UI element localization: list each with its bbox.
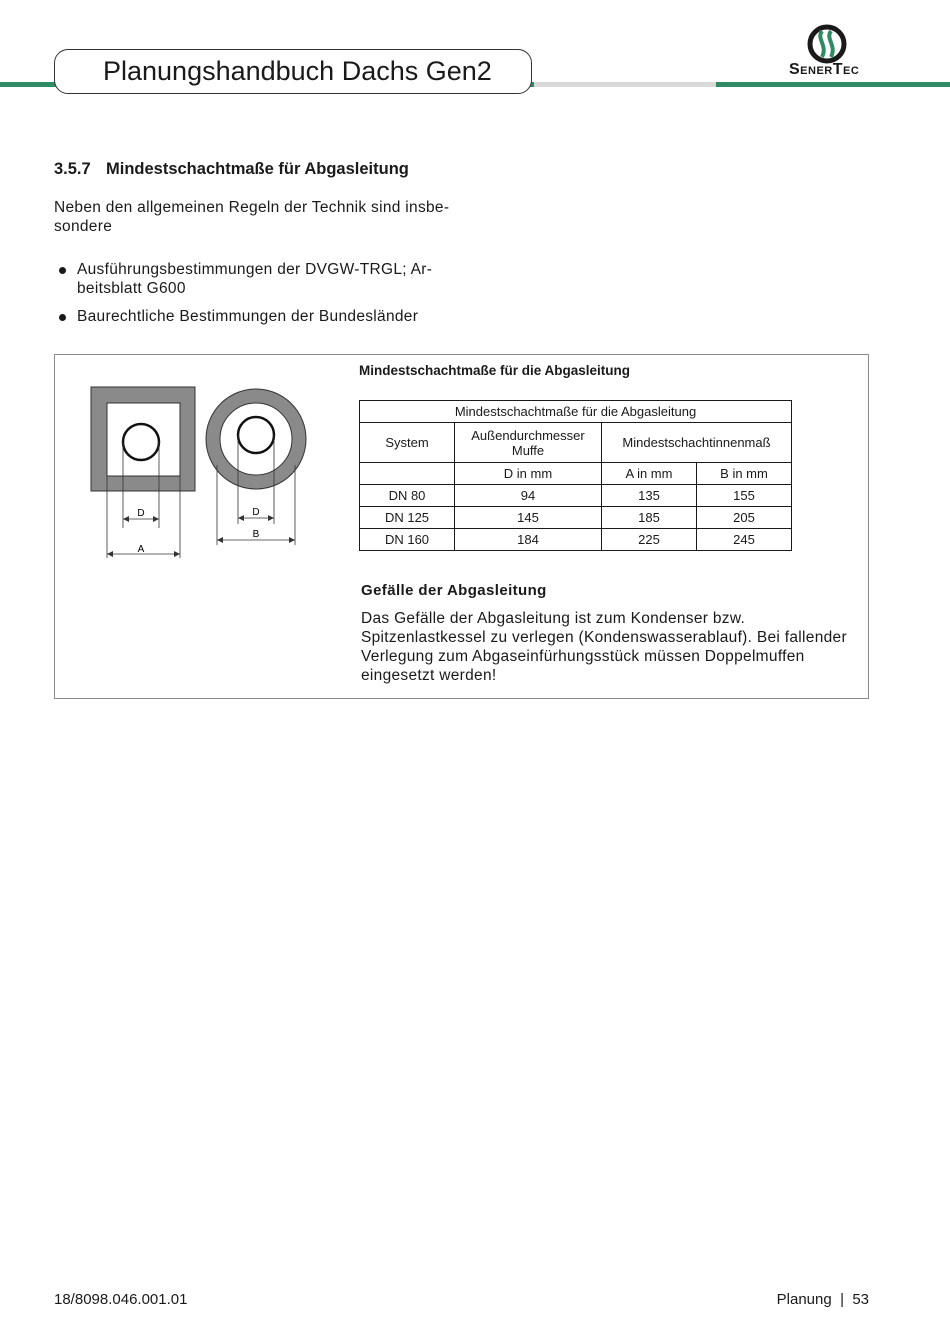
table-cell-d: 94 [455, 485, 602, 507]
slope-text-line: Das Gefälle der Abgasleitung ist zum Kondenser bzw. [361, 610, 746, 627]
footer-separator: | [840, 1291, 844, 1308]
label-d-square: D [137, 508, 145, 519]
label-d-circle: D [252, 507, 260, 518]
table-unit-a: A in mm [602, 463, 697, 485]
page-title: Planungshandbuch Dachs Gen2 [103, 56, 492, 86]
bullet-dot-icon [59, 314, 66, 321]
slope-text-line: eingesetzt werden! [361, 667, 497, 684]
footer-chapter: Planung [776, 1291, 832, 1308]
bullet-item-line: Baurechtliche Bestimmungen der Bundesländer [77, 308, 419, 325]
section-title: Mindestschachtmaße für Abgasleitung [106, 160, 409, 178]
section-number: 3.5.7 [54, 160, 91, 178]
table-unit-d: D in mm [455, 463, 602, 485]
slope-text-line: Spitzenlastkessel zu verlegen (Kondenswasserablauf). Bei fallender [361, 629, 847, 646]
senertec-logo-text: SenerTec [789, 61, 860, 78]
round-shaft-drawing [206, 389, 306, 545]
slope-text-line: Verlegung zum Abgaseinfürhungsstück müssen Doppelmuffen [361, 648, 805, 665]
table-cell-a: 225 [602, 529, 697, 551]
intro-text-line: Neben den allgemeinen Regeln der Technik sind insbe- [54, 199, 450, 216]
bullet-item-line: beitsblatt G600 [77, 280, 186, 297]
page-number: 53 [852, 1291, 869, 1308]
table-cell-b: 155 [697, 485, 792, 507]
bullet-item-line: Ausführungsbestimmungen der DVGW-TRGL; Ar- [77, 261, 433, 278]
table-row [360, 507, 792, 529]
table-cell-d: 145 [455, 507, 602, 529]
table-cell-empty [360, 463, 455, 485]
table-title-cell: Mindestschachtmaße für die Abgasleitung [360, 401, 792, 423]
shaft-dimension-diagram [80, 380, 320, 565]
table-cell-system: DN 160 [360, 529, 455, 551]
table-cell-b: 245 [697, 529, 792, 551]
table-unit-b: B in mm [697, 463, 792, 485]
table-cell-system: DN 125 [360, 507, 455, 529]
intro-text-line: sondere [54, 218, 113, 235]
header-title-box [54, 49, 532, 94]
square-shaft-drawing [91, 387, 195, 558]
label-b-circle: B [252, 529, 260, 540]
table-header-system: System [360, 423, 455, 463]
bullet-dot-icon [59, 267, 66, 274]
table-cell-a: 135 [602, 485, 697, 507]
table-cell-a: 185 [602, 507, 697, 529]
senertec-logo-icon [806, 23, 848, 65]
footer-page-info [777, 1291, 869, 1308]
table-cell-system: DN 80 [360, 485, 455, 507]
section-heading [54, 160, 409, 179]
dimension-table [359, 400, 792, 551]
table-row [360, 485, 792, 507]
table-cell-d: 184 [455, 529, 602, 551]
table-header-min-inner: Mindestschachtinnenmaß [602, 423, 792, 463]
label-a-square: A [137, 544, 145, 555]
table-cell-b: 205 [697, 507, 792, 529]
figure-caption: Mindestschachtmaße für die Abgasleitung [359, 363, 631, 378]
table-header-outer-diameter: Außendurchmesser Muffe [455, 423, 602, 463]
table-row [360, 529, 792, 551]
header-gray-rule [534, 82, 716, 87]
footer-doc-number: 18/8098.046.001.01 [54, 1291, 188, 1308]
slope-heading: Gefälle der Abgasleitung [361, 582, 547, 599]
